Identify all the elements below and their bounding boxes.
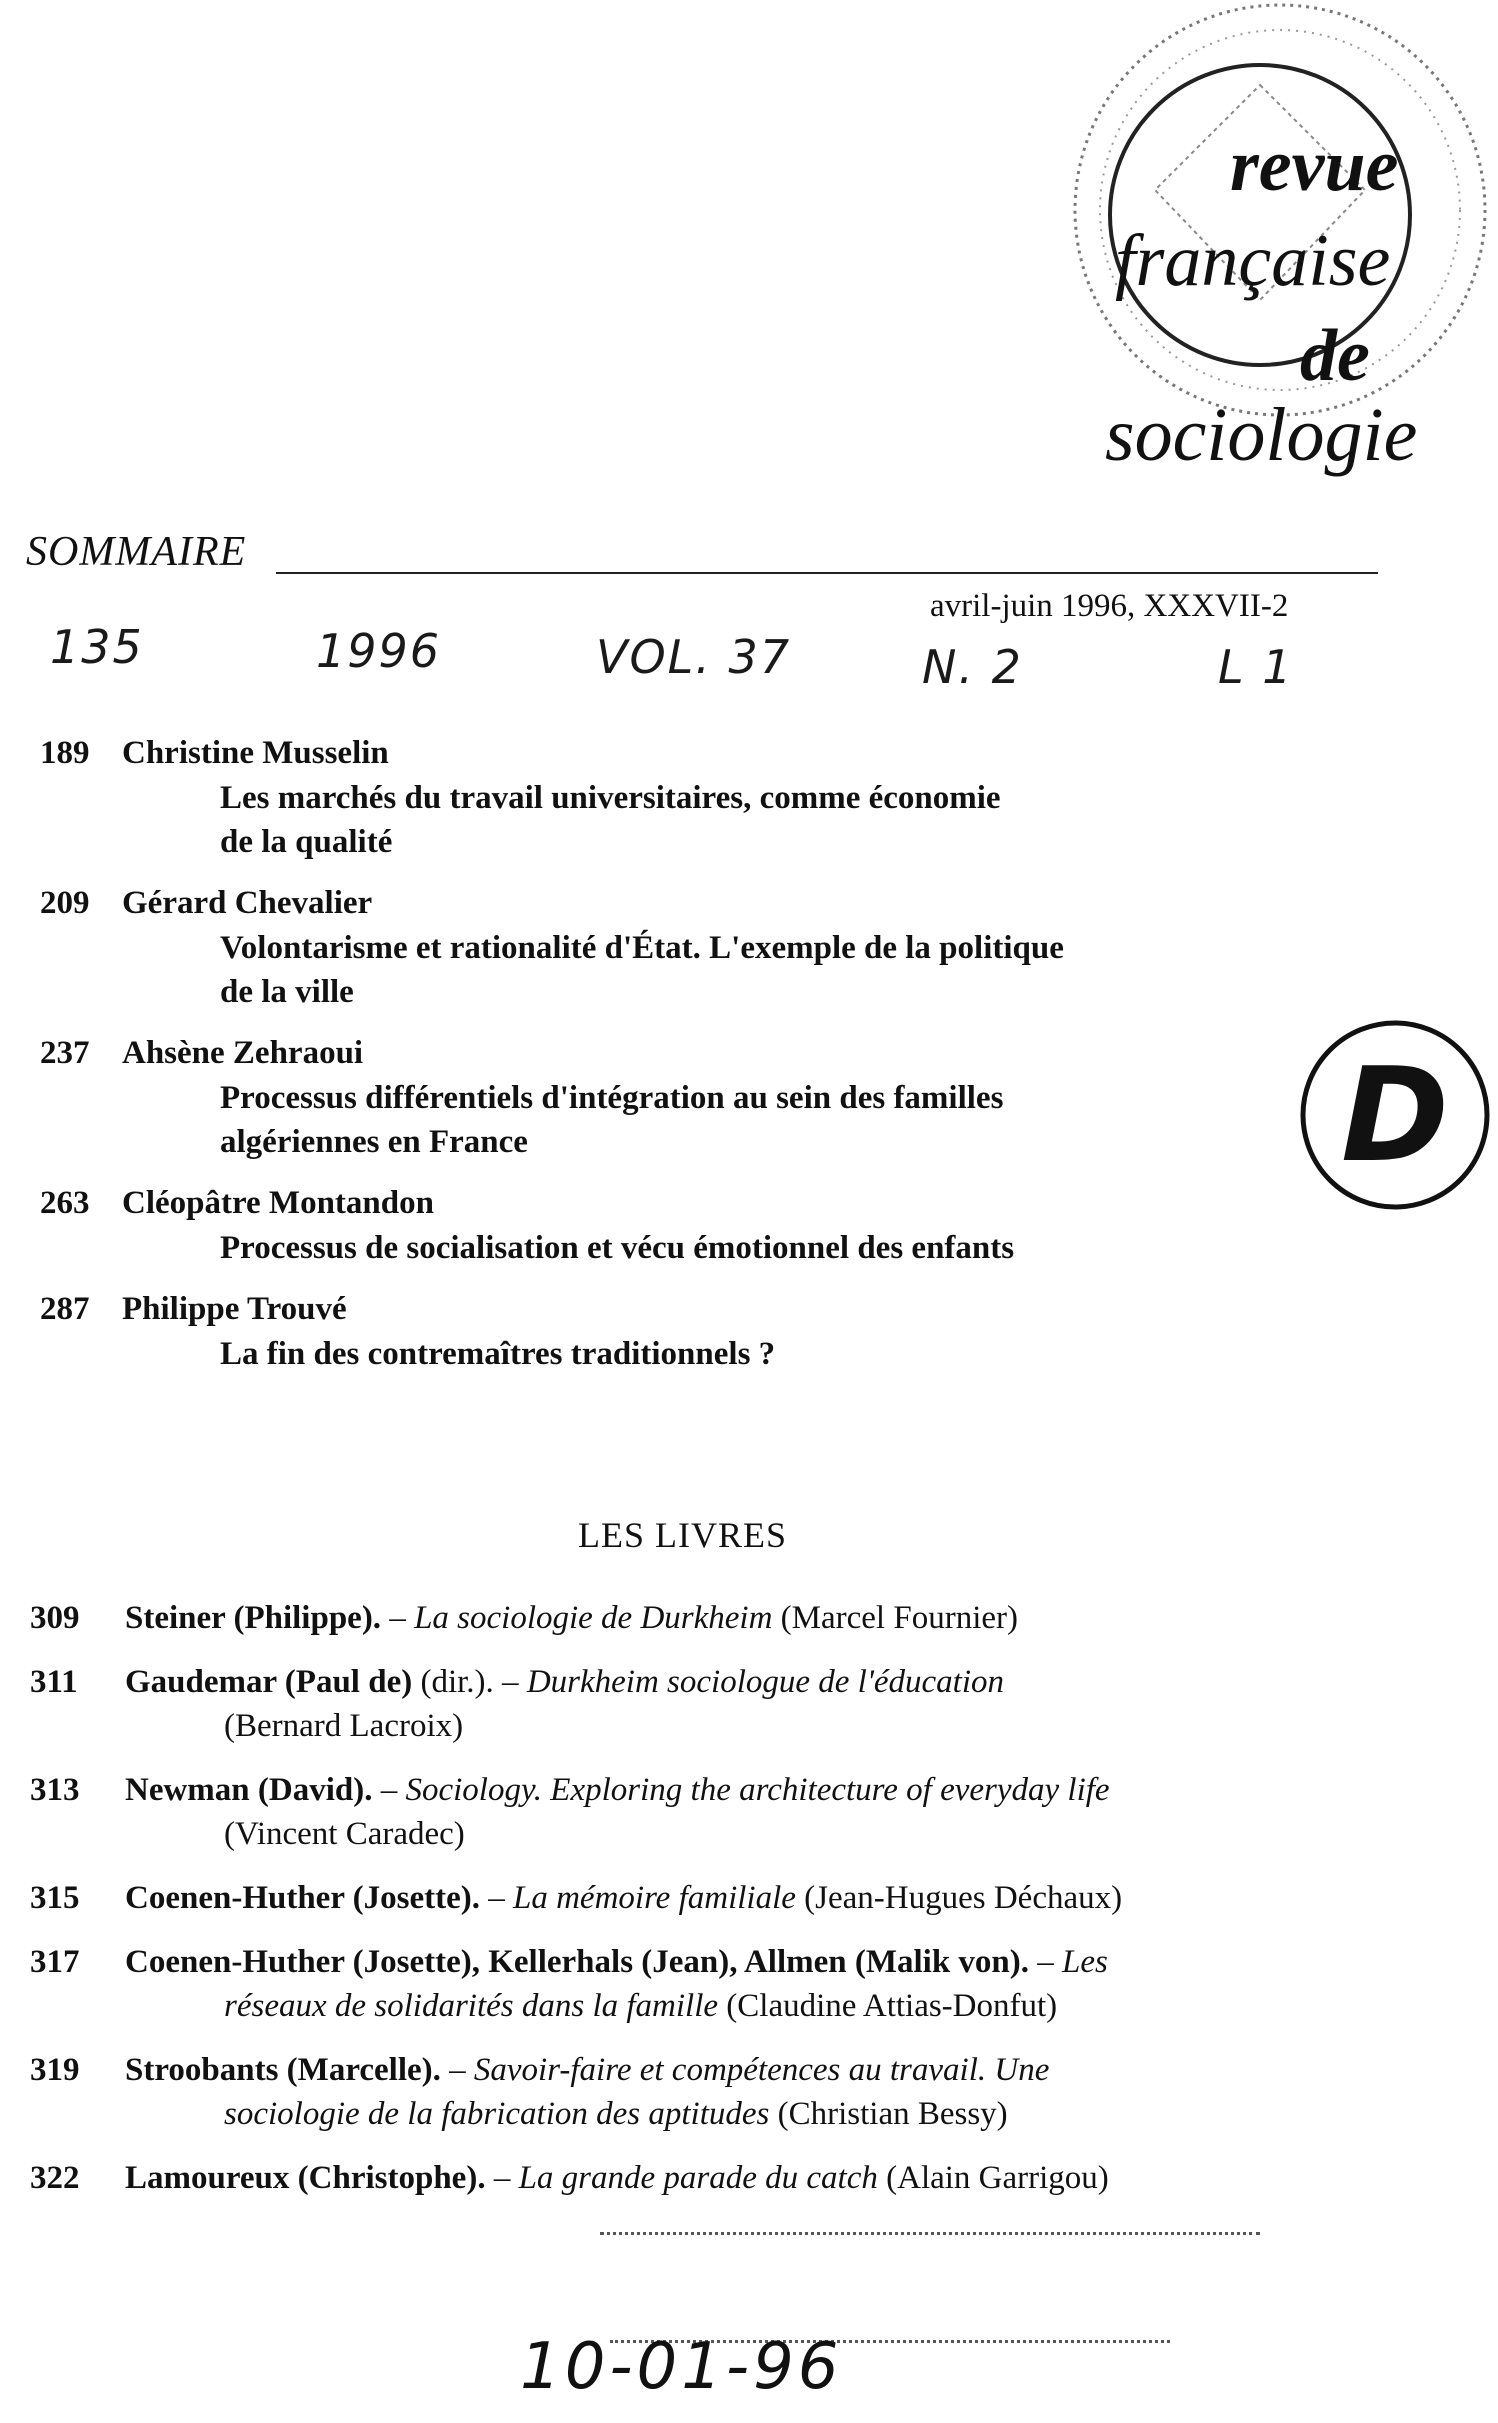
book-reviewer: (Marcel Fournier) (772, 1600, 1018, 1636)
journal-logo-stamp (1030, 0, 1498, 480)
handwritten-date: 10-01-96 (520, 2330, 843, 2404)
book-page: 313 (30, 1772, 80, 1808)
article-page: 189 (40, 735, 90, 771)
article-page: 263 (40, 1185, 90, 1221)
book-separator: – (381, 1600, 415, 1636)
book-review-item (30, 1596, 1390, 1640)
articles-list (40, 730, 1340, 1392)
book-author: Stroobants (Marcelle). (125, 2052, 441, 2088)
circled-d-stamp (1290, 1010, 1498, 1220)
book-title: Savoir-faire et compétences au travail. Une (473, 2052, 1050, 2088)
book-reviewer: (Jean-Hugues Déchaux) (795, 1880, 1123, 1916)
book-author: Steiner (Philippe). (125, 1600, 382, 1636)
article-item (40, 730, 1340, 864)
handwritten-volume: VOL. 37 (596, 630, 792, 684)
article-page: 287 (40, 1291, 90, 1327)
book-title: Sociology. Exploring the architecture of everyday life (405, 1772, 1110, 1808)
article-item (40, 1180, 1340, 1270)
article-author: Ahsène Zehraoui (122, 1035, 364, 1071)
book-title: Les (1062, 1944, 1108, 1980)
book-review-item (30, 1660, 1390, 1748)
book-title: La mémoire familiale (512, 1880, 796, 1916)
article-title-line: de la ville (220, 974, 354, 1010)
book-title: La grande parade du catch (518, 2160, 878, 2196)
book-reviewer: (Claudine Attias-Donfut) (718, 1988, 1058, 2024)
article-author: Philippe Trouvé (122, 1291, 347, 1327)
book-separator: (dir.). – (412, 1664, 527, 1700)
book-reviewer: (Bernard Lacroix) (224, 1708, 464, 1744)
book-page: 322 (30, 2160, 80, 2196)
stamp-ring-icon (1030, 0, 1498, 480)
article-page: 209 (40, 885, 90, 921)
article-title-line: La fin des contremaîtres traditionnels ? (220, 1336, 776, 1372)
logo-line-1: revue (1230, 125, 1399, 207)
handwritten-number: 135 (50, 620, 144, 674)
article-title-line: algériennes en France (220, 1124, 528, 1160)
book-page: 319 (30, 2052, 80, 2088)
article-title-line: Les marchés du travail universitaires, comme économie (220, 780, 1001, 816)
circle-stamp-icon (1290, 1010, 1498, 1220)
article-title-line: Volontarisme et rationalité d'État. L'exemple de la politique (220, 930, 1064, 966)
book-reviewer: (Vincent Caradec) (224, 1816, 465, 1852)
book-separator: – (1029, 1944, 1063, 1980)
issue-label: avril-juin 1996, XXXVII-2 (930, 588, 1289, 624)
book-page: 317 (30, 1944, 80, 1980)
book-separator: – (485, 2160, 519, 2196)
book-review-item (30, 1768, 1390, 1856)
logo-line-3: de (1300, 315, 1370, 397)
book-author: Lamoureux (Christophe). (125, 2160, 486, 2196)
article-item (40, 1286, 1340, 1376)
book-review-item (30, 2156, 1390, 2200)
book-separator: – (479, 1880, 513, 1916)
book-author: Gaudemar (Paul de) (125, 1664, 413, 1700)
article-title-line: Processus différentiels d'intégration au sein des familles (220, 1080, 1004, 1116)
book-separator: – (372, 1772, 406, 1808)
article-item (40, 1030, 1340, 1164)
books-section-heading: LES LIVRES (578, 1515, 788, 1555)
book-review-item (30, 1876, 1390, 1920)
book-page: 315 (30, 1880, 80, 1916)
book-author: Coenen-Huther (Josette), Kellerhals (Jean), Allmen (Malik von). (125, 1944, 1030, 1980)
book-title: Durkheim sociologue de l'éducation (526, 1664, 1005, 1700)
handwritten-l1: L 1 (1218, 640, 1294, 694)
article-author: Cléopâtre Montandon (122, 1185, 434, 1221)
book-review-item (30, 2048, 1390, 2136)
book-reviews-list (30, 1596, 1390, 2220)
book-title-continued: réseaux de solidarités dans la famille (224, 1988, 719, 2024)
book-author: Newman (David). (125, 1772, 373, 1808)
sommaire-divider (276, 572, 1378, 574)
handwritten-issue-number: N. 2 (922, 640, 1023, 694)
book-page: 309 (30, 1600, 80, 1636)
sommaire-title: SOMMAIRE (26, 529, 247, 575)
article-item (40, 880, 1340, 1014)
book-author: Coenen-Huther (Josette). (125, 1880, 480, 1916)
article-title-line: de la qualité (220, 824, 393, 860)
stamp-letter: D (1341, 1039, 1449, 1191)
book-reviewer: (Alain Garrigou) (877, 2160, 1109, 2196)
book-review-item (30, 1940, 1390, 2028)
handwritten-year: 1996 (316, 624, 442, 678)
book-separator: – (440, 2052, 474, 2088)
article-page: 237 (40, 1035, 90, 1071)
article-title-line: Processus de socialisation et vécu émotionnel des enfants (220, 1230, 1015, 1266)
book-page: 311 (30, 1664, 78, 1700)
book-reviewer: (Christian Bessy) (769, 2096, 1008, 2132)
logo-line-4: sociologie (1105, 393, 1418, 477)
stamp-residue-line (600, 2232, 1260, 2235)
book-title-continued: sociologie de la fabrication des aptitudes (224, 2096, 770, 2132)
logo-line-2: française (1115, 220, 1391, 302)
article-author: Gérard Chevalier (122, 885, 373, 921)
article-author: Christine Musselin (122, 735, 389, 771)
book-title: La sociologie de Durkheim (414, 1600, 773, 1636)
